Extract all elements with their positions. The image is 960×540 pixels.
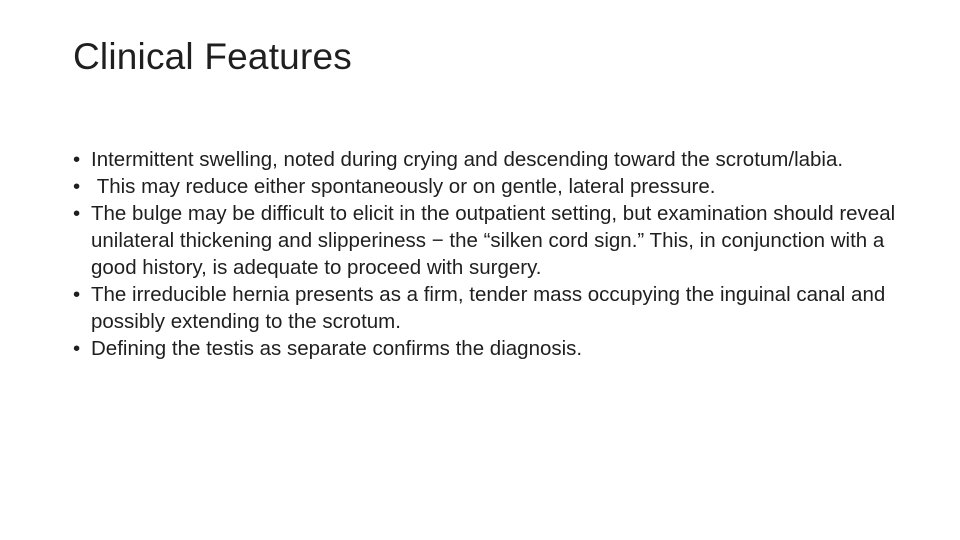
- bullet-text: This may reduce either spontaneously or on gentle, lateral pressure.: [91, 175, 716, 198]
- bullet-item: [73, 173, 903, 200]
- bullet-dot-icon: •: [73, 337, 81, 360]
- bullet-text: The irreducible hernia presents as a firm, tender mass occupying the inguinal canal and possibly extending to the scrotum.: [91, 283, 886, 333]
- bullet-list: [73, 146, 903, 362]
- bullet-item: [73, 281, 903, 335]
- bullet-dot-icon: •: [73, 148, 81, 171]
- bullet-text: Intermittent swelling, noted during crying and descending toward the scrotum/labia.: [91, 148, 844, 171]
- bullet-item: [73, 146, 903, 173]
- bullet-text: The bulge may be difficult to elicit in the outpatient setting, but examination should reveal unilateral thickening and slipperiness − the “silken cord sign.” This, in conjunction with a good history, is adequate to proceed with surgery.: [91, 202, 896, 279]
- bullet-dot-icon: •: [73, 202, 81, 225]
- bullet-dot-icon: •: [73, 283, 81, 306]
- bullet-item: [73, 335, 903, 362]
- bullet-dot-icon: •: [73, 175, 81, 198]
- bullet-item: [73, 200, 903, 281]
- bullet-text: Defining the testis as separate confirms the diagnosis.: [91, 337, 583, 360]
- slide-title: Clinical Features: [73, 36, 352, 77]
